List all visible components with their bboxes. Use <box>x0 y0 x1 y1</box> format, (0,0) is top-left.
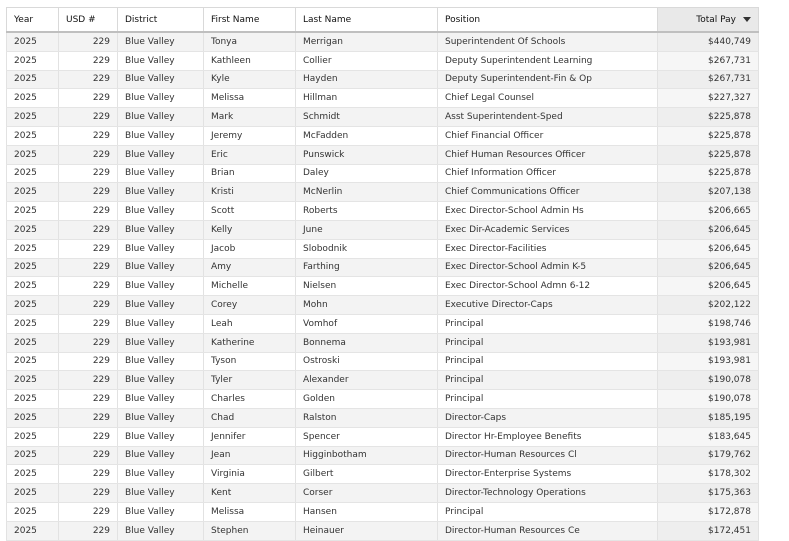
cell-first-name: Jennifer <box>204 427 296 446</box>
cell-total-pay: $175,363 <box>658 484 759 503</box>
cell-district: Blue Valley <box>118 239 204 258</box>
column-header-first-name[interactable]: First Name <box>204 8 296 33</box>
cell-total-pay: $267,731 <box>658 70 759 89</box>
cell-year: 2025 <box>7 352 59 371</box>
cell-usd: 229 <box>59 408 118 427</box>
table-row <box>7 371 759 390</box>
cell-year: 2025 <box>7 390 59 409</box>
cell-year: 2025 <box>7 89 59 108</box>
cell-total-pay: $172,451 <box>658 521 759 540</box>
cell-position: Exec Director-Facilities <box>438 239 658 258</box>
cell-position: Chief Legal Counsel <box>438 89 658 108</box>
cell-usd: 229 <box>59 484 118 503</box>
cell-first-name: Michelle <box>204 277 296 296</box>
cell-district: Blue Valley <box>118 202 204 221</box>
cell-total-pay: $179,762 <box>658 446 759 465</box>
cell-district: Blue Valley <box>118 333 204 352</box>
cell-position: Exec Director-School Admin Hs <box>438 202 658 221</box>
table-row <box>7 126 759 145</box>
cell-first-name: Scott <box>204 202 296 221</box>
cell-year: 2025 <box>7 277 59 296</box>
cell-total-pay: $206,645 <box>658 277 759 296</box>
cell-position: Asst Superintendent-Sped <box>438 108 658 127</box>
cell-total-pay: $206,645 <box>658 239 759 258</box>
cell-year: 2025 <box>7 108 59 127</box>
table-row <box>7 239 759 258</box>
cell-position: Superintendent Of Schools <box>438 32 658 51</box>
cell-last-name: Higginbotham <box>296 446 438 465</box>
cell-total-pay: $198,746 <box>658 314 759 333</box>
cell-last-name: Collier <box>296 51 438 70</box>
cell-total-pay: $190,078 <box>658 371 759 390</box>
cell-total-pay: $193,981 <box>658 352 759 371</box>
column-header-district[interactable]: District <box>118 8 204 33</box>
cell-position: Exec Director-School Admin K-5 <box>438 258 658 277</box>
table-row <box>7 446 759 465</box>
cell-first-name: Amy <box>204 258 296 277</box>
cell-usd: 229 <box>59 314 118 333</box>
cell-district: Blue Valley <box>118 390 204 409</box>
table-row <box>7 277 759 296</box>
cell-position: Chief Communications Officer <box>438 183 658 202</box>
cell-usd: 229 <box>59 333 118 352</box>
cell-position: Director-Technology Operations <box>438 484 658 503</box>
cell-usd: 229 <box>59 277 118 296</box>
cell-position: Director Hr-Employee Benefits <box>438 427 658 446</box>
cell-usd: 229 <box>59 32 118 51</box>
column-header-year[interactable]: Year <box>7 8 59 33</box>
table-row <box>7 484 759 503</box>
cell-district: Blue Valley <box>118 502 204 521</box>
cell-last-name: McNerlin <box>296 183 438 202</box>
cell-year: 2025 <box>7 183 59 202</box>
cell-year: 2025 <box>7 239 59 258</box>
cell-last-name: Spencer <box>296 427 438 446</box>
cell-usd: 229 <box>59 164 118 183</box>
cell-first-name: Tyson <box>204 352 296 371</box>
cell-last-name: Daley <box>296 164 438 183</box>
cell-year: 2025 <box>7 502 59 521</box>
cell-total-pay: $267,731 <box>658 51 759 70</box>
cell-total-pay: $193,981 <box>658 333 759 352</box>
cell-year: 2025 <box>7 70 59 89</box>
cell-year: 2025 <box>7 126 59 145</box>
cell-usd: 229 <box>59 145 118 164</box>
cell-district: Blue Valley <box>118 408 204 427</box>
cell-position: Director-Enterprise Systems <box>438 465 658 484</box>
cell-first-name: Chad <box>204 408 296 427</box>
cell-total-pay: $183,645 <box>658 427 759 446</box>
table-row <box>7 51 759 70</box>
cell-year: 2025 <box>7 202 59 221</box>
cell-position: Principal <box>438 314 658 333</box>
cell-first-name: Charles <box>204 390 296 409</box>
cell-total-pay: $440,749 <box>658 32 759 51</box>
cell-total-pay: $227,327 <box>658 89 759 108</box>
cell-first-name: Kathleen <box>204 51 296 70</box>
cell-position: Executive Director-Caps <box>438 296 658 315</box>
cell-total-pay: $225,878 <box>658 164 759 183</box>
cell-first-name: Jeremy <box>204 126 296 145</box>
cell-first-name: Jacob <box>204 239 296 258</box>
cell-district: Blue Valley <box>118 484 204 503</box>
cell-year: 2025 <box>7 408 59 427</box>
cell-total-pay: $206,645 <box>658 258 759 277</box>
cell-usd: 229 <box>59 258 118 277</box>
cell-last-name: Ralston <box>296 408 438 427</box>
cell-first-name: Corey <box>204 296 296 315</box>
cell-last-name: Nielsen <box>296 277 438 296</box>
cell-total-pay: $206,645 <box>658 220 759 239</box>
cell-first-name: Jean <box>204 446 296 465</box>
cell-last-name: Ostroski <box>296 352 438 371</box>
cell-usd: 229 <box>59 70 118 89</box>
cell-year: 2025 <box>7 521 59 540</box>
cell-usd: 229 <box>59 220 118 239</box>
cell-year: 2025 <box>7 258 59 277</box>
cell-position: Director-Caps <box>438 408 658 427</box>
cell-year: 2025 <box>7 371 59 390</box>
table-row <box>7 314 759 333</box>
cell-first-name: Katherine <box>204 333 296 352</box>
column-header-last-name[interactable]: Last Name <box>296 8 438 33</box>
cell-year: 2025 <box>7 32 59 51</box>
table-row <box>7 427 759 446</box>
cell-position: Principal <box>438 502 658 521</box>
cell-district: Blue Valley <box>118 427 204 446</box>
cell-district: Blue Valley <box>118 89 204 108</box>
cell-last-name: Hansen <box>296 502 438 521</box>
cell-district: Blue Valley <box>118 521 204 540</box>
table-row <box>7 408 759 427</box>
cell-last-name: Slobodnik <box>296 239 438 258</box>
cell-year: 2025 <box>7 446 59 465</box>
cell-first-name: Melissa <box>204 502 296 521</box>
cell-total-pay: $225,878 <box>658 145 759 164</box>
table-row <box>7 70 759 89</box>
cell-first-name: Kelly <box>204 220 296 239</box>
table-row <box>7 220 759 239</box>
cell-district: Blue Valley <box>118 51 204 70</box>
cell-total-pay: $178,302 <box>658 465 759 484</box>
cell-position: Chief Information Officer <box>438 164 658 183</box>
cell-last-name: Roberts <box>296 202 438 221</box>
cell-usd: 229 <box>59 521 118 540</box>
cell-first-name: Leah <box>204 314 296 333</box>
cell-usd: 229 <box>59 89 118 108</box>
cell-usd: 229 <box>59 202 118 221</box>
header-row <box>7 8 759 33</box>
table-row <box>7 465 759 484</box>
sort-descending-icon <box>743 17 751 22</box>
cell-district: Blue Valley <box>118 126 204 145</box>
cell-last-name: Schmidt <box>296 108 438 127</box>
table-row <box>7 258 759 277</box>
cell-last-name: Hayden <box>296 70 438 89</box>
cell-year: 2025 <box>7 465 59 484</box>
cell-year: 2025 <box>7 314 59 333</box>
cell-first-name: Tonya <box>204 32 296 51</box>
table-row <box>7 108 759 127</box>
cell-usd: 229 <box>59 126 118 145</box>
cell-last-name: Heinauer <box>296 521 438 540</box>
table-row <box>7 333 759 352</box>
cell-last-name: Merrigan <box>296 32 438 51</box>
cell-year: 2025 <box>7 484 59 503</box>
cell-position: Exec Dir-Academic Services <box>438 220 658 239</box>
cell-first-name: Mark <box>204 108 296 127</box>
cell-district: Blue Valley <box>118 32 204 51</box>
cell-year: 2025 <box>7 164 59 183</box>
cell-last-name: Hillman <box>296 89 438 108</box>
table-row <box>7 502 759 521</box>
salary-table-container <box>6 7 758 541</box>
cell-position: Principal <box>438 333 658 352</box>
cell-district: Blue Valley <box>118 277 204 296</box>
table-row <box>7 202 759 221</box>
cell-first-name: Brian <box>204 164 296 183</box>
cell-last-name: Punswick <box>296 145 438 164</box>
cell-last-name: Gilbert <box>296 465 438 484</box>
table-row <box>7 164 759 183</box>
cell-usd: 229 <box>59 390 118 409</box>
cell-last-name: McFadden <box>296 126 438 145</box>
table-row <box>7 296 759 315</box>
cell-district: Blue Valley <box>118 371 204 390</box>
cell-usd: 229 <box>59 502 118 521</box>
cell-district: Blue Valley <box>118 183 204 202</box>
cell-total-pay: $202,122 <box>658 296 759 315</box>
cell-first-name: Kyle <box>204 70 296 89</box>
cell-year: 2025 <box>7 427 59 446</box>
cell-district: Blue Valley <box>118 314 204 333</box>
cell-position: Deputy Superintendent Learning <box>438 51 658 70</box>
cell-position: Director-Human Resources Ce <box>438 521 658 540</box>
cell-total-pay: $172,878 <box>658 502 759 521</box>
cell-usd: 229 <box>59 239 118 258</box>
table-row <box>7 32 759 51</box>
cell-district: Blue Valley <box>118 70 204 89</box>
cell-position: Principal <box>438 371 658 390</box>
cell-usd: 229 <box>59 108 118 127</box>
cell-last-name: Alexander <box>296 371 438 390</box>
cell-usd: 229 <box>59 427 118 446</box>
table-row <box>7 145 759 164</box>
cell-total-pay: $225,878 <box>658 126 759 145</box>
cell-position: Deputy Superintendent-Fin & Op <box>438 70 658 89</box>
table-row <box>7 352 759 371</box>
cell-first-name: Virginia <box>204 465 296 484</box>
cell-total-pay: $225,878 <box>658 108 759 127</box>
cell-usd: 229 <box>59 352 118 371</box>
cell-district: Blue Valley <box>118 446 204 465</box>
cell-total-pay: $206,665 <box>658 202 759 221</box>
salary-table <box>6 7 759 541</box>
cell-last-name: Corser <box>296 484 438 503</box>
cell-total-pay: $207,138 <box>658 183 759 202</box>
cell-usd: 229 <box>59 296 118 315</box>
cell-position: Chief Financial Officer <box>438 126 658 145</box>
cell-usd: 229 <box>59 183 118 202</box>
cell-year: 2025 <box>7 51 59 70</box>
cell-district: Blue Valley <box>118 164 204 183</box>
cell-last-name: Farthing <box>296 258 438 277</box>
cell-district: Blue Valley <box>118 145 204 164</box>
table-body <box>7 32 759 540</box>
cell-district: Blue Valley <box>118 465 204 484</box>
cell-last-name: Golden <box>296 390 438 409</box>
cell-last-name: Vomhof <box>296 314 438 333</box>
cell-usd: 229 <box>59 51 118 70</box>
cell-year: 2025 <box>7 220 59 239</box>
cell-district: Blue Valley <box>118 352 204 371</box>
cell-last-name: Mohn <box>296 296 438 315</box>
cell-first-name: Melissa <box>204 89 296 108</box>
column-header-total-pay-label: Total Pay <box>696 14 736 25</box>
cell-position: Chief Human Resources Officer <box>438 145 658 164</box>
cell-first-name: Tyler <box>204 371 296 390</box>
cell-usd: 229 <box>59 371 118 390</box>
cell-total-pay: $185,195 <box>658 408 759 427</box>
cell-last-name: Bonnema <box>296 333 438 352</box>
cell-year: 2025 <box>7 145 59 164</box>
table-row <box>7 521 759 540</box>
cell-year: 2025 <box>7 296 59 315</box>
cell-position: Director-Human Resources Cl <box>438 446 658 465</box>
cell-usd: 229 <box>59 446 118 465</box>
cell-position: Principal <box>438 390 658 409</box>
cell-usd: 229 <box>59 465 118 484</box>
cell-position: Principal <box>438 352 658 371</box>
cell-first-name: Stephen <box>204 521 296 540</box>
cell-first-name: Eric <box>204 145 296 164</box>
cell-district: Blue Valley <box>118 220 204 239</box>
cell-first-name: Kent <box>204 484 296 503</box>
column-header-total-pay[interactable] <box>658 8 759 33</box>
column-header-usd[interactable]: USD # <box>59 8 118 33</box>
cell-total-pay: $190,078 <box>658 390 759 409</box>
cell-first-name: Kristi <box>204 183 296 202</box>
cell-district: Blue Valley <box>118 258 204 277</box>
table-row <box>7 390 759 409</box>
cell-district: Blue Valley <box>118 296 204 315</box>
cell-position: Exec Director-School Admn 6-12 <box>438 277 658 296</box>
column-header-position[interactable]: Position <box>438 8 658 33</box>
cell-district: Blue Valley <box>118 108 204 127</box>
table-row <box>7 89 759 108</box>
table-row <box>7 183 759 202</box>
cell-last-name: June <box>296 220 438 239</box>
cell-year: 2025 <box>7 333 59 352</box>
